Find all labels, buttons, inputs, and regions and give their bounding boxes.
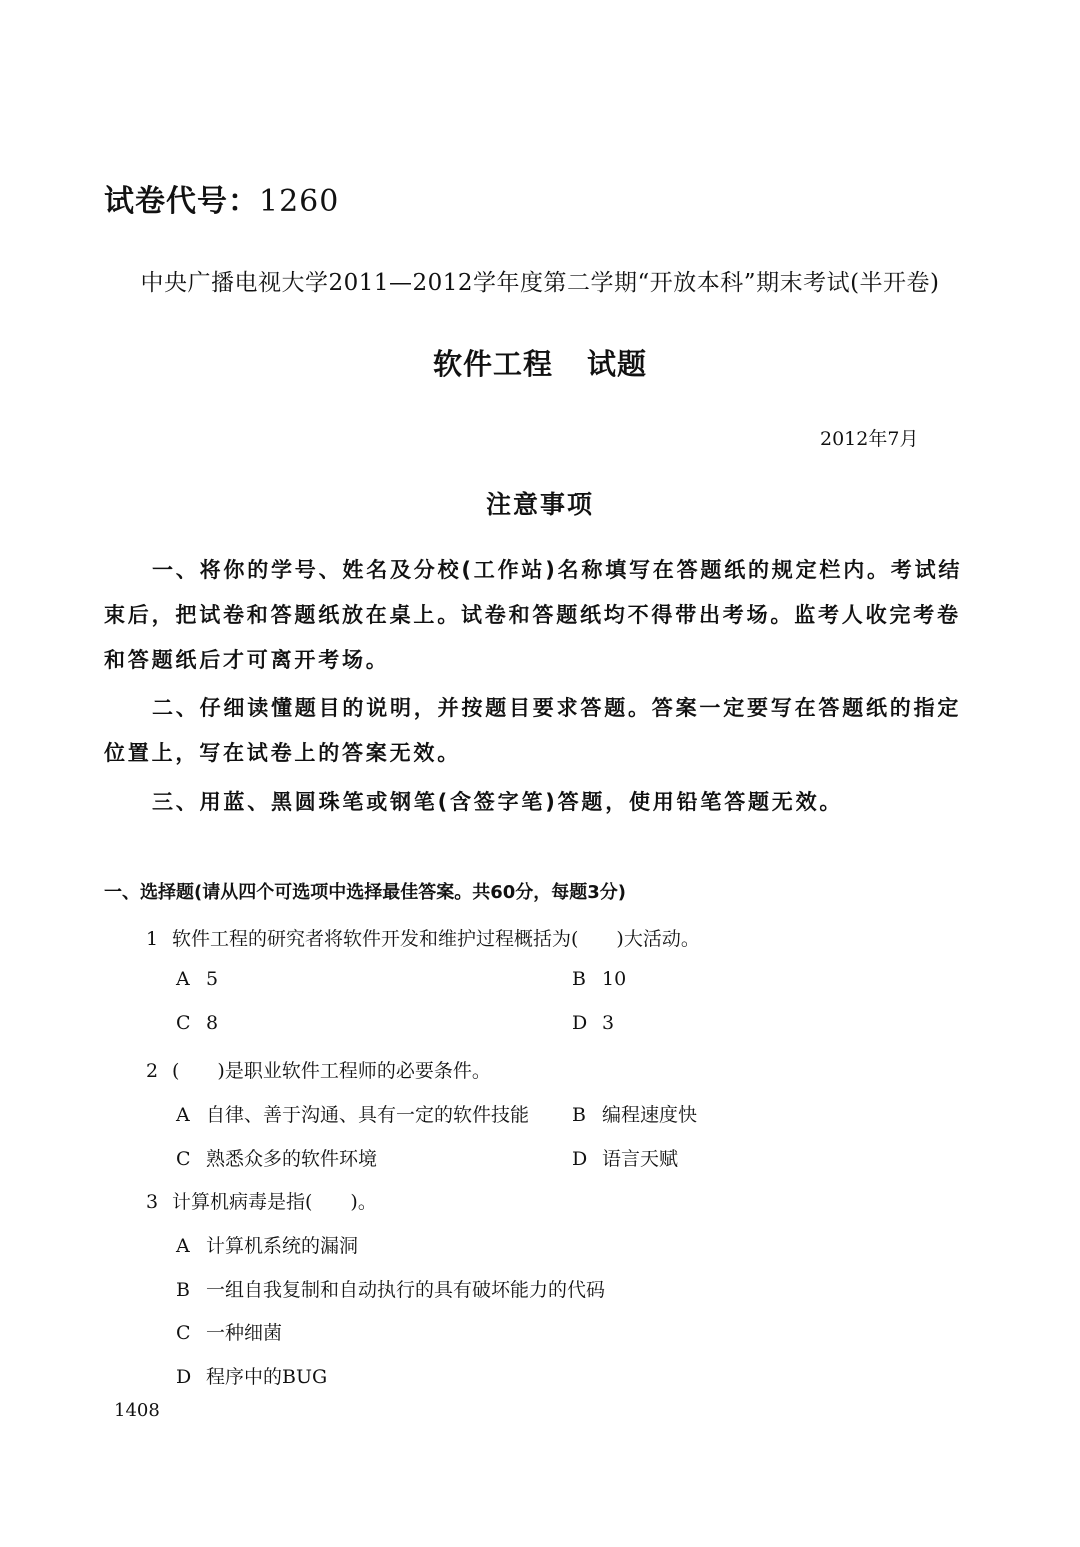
option-letter: A <box>176 1235 190 1257</box>
note-item-2: 二、仔细读懂题目的说明，并按题目要求答题。答案一定要写在答题纸的指定位置上，写在试卷上的答案无效。 <box>104 696 962 765</box>
option-text: 程序中的BUG <box>206 1366 328 1388</box>
option-letter: A <box>176 968 190 990</box>
option-letter: B <box>572 1104 586 1126</box>
paper-code-number: 1260 <box>259 184 340 219</box>
notes-title: 注意事项 <box>485 490 594 519</box>
exam-title-suffix: 试题 <box>587 347 648 381</box>
question-2-option-d <box>572 1144 678 1171</box>
option-text: 3 <box>602 1012 615 1034</box>
note-item-1: 一、将你的学号、姓名及分校(工作站)名称填写在答题纸的规定栏内。考试结束后，把试卷和答题纸放在桌上。试卷和答题纸均不得带出考场。监考人收完考卷和答题纸后才可离开考场。 <box>104 558 963 672</box>
question-text: 软件工程的研究者将软件开发和维护过程概括为( )大活动。 <box>172 928 700 950</box>
option-text: 一组自我复制和自动执行的具有破坏能力的代码 <box>206 1279 606 1301</box>
question-1-option-b <box>572 968 626 990</box>
option-letter: B <box>572 968 586 990</box>
option-text: 自律、善于沟通、具有一定的软件技能 <box>206 1104 530 1126</box>
question-text: 计算机病毒是指( )。 <box>172 1191 377 1213</box>
question-3-option-d <box>176 1362 327 1389</box>
option-text: 计算机系统的漏洞 <box>206 1235 359 1257</box>
option-letter: C <box>176 1322 191 1344</box>
question-3-option-c <box>176 1318 282 1345</box>
question-text: ( )是职业软件工程师的必要条件。 <box>172 1060 491 1082</box>
question-2-option-b <box>572 1100 697 1127</box>
question-1-stem <box>146 924 700 951</box>
exam-title <box>0 342 1080 383</box>
question-number: 1 <box>146 928 159 950</box>
option-text: 8 <box>206 1012 219 1034</box>
option-text: 一种细菌 <box>206 1322 283 1344</box>
question-3-stem <box>146 1187 377 1214</box>
question-1-option-d <box>572 1012 614 1034</box>
question-3-option-a <box>176 1231 358 1258</box>
paper-code <box>104 176 339 220</box>
option-letter: C <box>176 1148 191 1170</box>
exam-title-subject: 软件工程 <box>432 347 553 381</box>
option-letter: B <box>176 1279 190 1301</box>
question-1-option-c <box>176 1012 218 1034</box>
question-2-stem <box>146 1056 491 1083</box>
option-letter: C <box>176 1012 191 1034</box>
question-number: 2 <box>146 1060 159 1082</box>
exam-date: 2012年7月 <box>820 428 919 450</box>
question-number: 3 <box>146 1191 159 1213</box>
question-1-option-a <box>176 968 218 990</box>
question-2-option-a <box>176 1100 529 1127</box>
note-item-3: 三、用蓝、黑圆珠笔或钢笔(含签字笔)答题，使用铅笔答题无效。 <box>152 790 844 814</box>
option-text: 5 <box>206 968 219 990</box>
option-letter: D <box>572 1148 588 1170</box>
option-text: 熟悉众多的软件环境 <box>206 1148 378 1170</box>
option-text: 10 <box>602 968 627 990</box>
exam-header: 中央广播电视大学2011—2012学年度第二学期“开放本科”期末考试(半开卷) <box>140 270 940 296</box>
option-text: 编程速度快 <box>602 1104 698 1126</box>
paper-code-label: 试卷代号： <box>104 184 259 219</box>
option-letter: D <box>176 1366 192 1388</box>
question-3-option-b <box>176 1275 605 1302</box>
option-letter: D <box>572 1012 588 1034</box>
section-title: 一、选择题(请从四个可选项中选择最佳答案。共60分，每题3分) <box>104 882 627 903</box>
option-letter: A <box>176 1104 190 1126</box>
question-2-option-c <box>176 1144 377 1171</box>
page-number: 1408 <box>114 1400 160 1421</box>
option-text: 语言天赋 <box>602 1148 679 1170</box>
